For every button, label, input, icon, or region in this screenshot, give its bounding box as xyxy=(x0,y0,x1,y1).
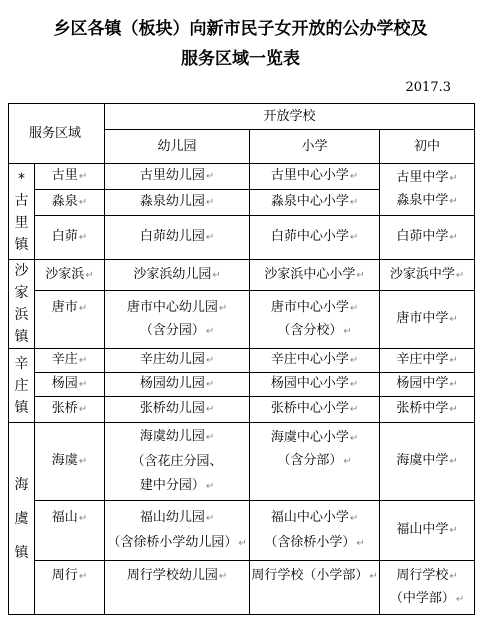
pri-guli: 古里中心小学↵ xyxy=(250,164,380,190)
area-shajiabang: 沙家浜↵ xyxy=(35,260,105,291)
jr-shajiabang: 沙家浜中学↵ xyxy=(380,260,475,291)
pri-yangyuan: 杨园中心小学↵ xyxy=(250,373,380,397)
document-title-line1: 乡区各镇（板块）向新市民子女开放的公办学校及 xyxy=(53,19,428,39)
pri-fushan: 福山中心小学↵ （含徐桥小学）↵ xyxy=(250,501,380,561)
area-tangshi: 唐市↵ xyxy=(35,291,105,349)
jr-guli: 古里中学↵ 淼泉中学↵ xyxy=(380,164,475,216)
area-baimao: 白茆↵ xyxy=(35,216,105,260)
jr-fushan: 福山中学↵ xyxy=(380,501,475,561)
jr-yangyuan: 杨园中学↵ xyxy=(380,373,475,397)
kg-guli: 古里幼儿园↵ xyxy=(105,164,250,190)
area-xinzhuang: 辛庄↵ xyxy=(35,349,105,373)
kg-baimao: 白茆幼儿园↵ xyxy=(105,216,250,260)
kg-haiyu: 海虞幼儿园↵ （含花庄分园、 建中分园）↵ xyxy=(105,423,250,501)
header-junior: 初中 xyxy=(380,130,475,164)
area-haiyu: 海虞↵ xyxy=(35,423,105,501)
area-miaoquan: 淼泉↵ xyxy=(35,190,105,216)
kg-miaoquan: 淼泉幼儿园↵ xyxy=(105,190,250,216)
jr-baimao: 白茆中学↵ xyxy=(380,216,475,260)
jr-haiyu: 海虞中学↵ xyxy=(380,423,475,501)
document-title-line2: 服务区域一览表 xyxy=(181,49,300,69)
jr-tangshi: 唐市中学↵ xyxy=(380,291,475,349)
kg-xinzhuang: 辛庄幼儿园↵ xyxy=(105,349,250,373)
kg-zhangqiao: 张桥幼儿园↵ xyxy=(105,397,250,423)
header-kindergarten: 幼儿园 xyxy=(105,130,250,164)
area-guli: 古里↵ xyxy=(35,164,105,190)
pri-baimao: 白茆中心小学↵ xyxy=(250,216,380,260)
kg-zhouxing: 周行学校幼儿园↵ xyxy=(105,561,250,615)
area-fushan: 福山↵ xyxy=(35,501,105,561)
pri-miaoquan: 淼泉中心小学↵ xyxy=(250,190,380,216)
pri-zhouxing: 周行学校（小学部）↵ xyxy=(250,561,380,615)
pri-xinzhuang: 辛庄中心小学↵ xyxy=(250,349,380,373)
kg-shajiabang: 沙家浜幼儿园↵ xyxy=(105,260,250,291)
pri-zhangqiao: 张桥中心小学↵ xyxy=(250,397,380,423)
header-open-schools: 开放学校 xyxy=(105,104,475,130)
pri-tangshi: 唐市中心小学↵ （含分校）↵ xyxy=(250,291,380,349)
kg-tangshi: 唐市中心幼儿园↵ （含分园）↵ xyxy=(105,291,250,349)
pri-shajiabang: 沙家浜中心小学↵ xyxy=(250,260,380,291)
jr-zhangqiao: 张桥中学↵ xyxy=(380,397,475,423)
town-char: * xyxy=(18,170,25,187)
document-date xyxy=(406,80,452,95)
town-haiyu: 海 虞 镇 xyxy=(9,423,35,615)
kg-yangyuan: 杨园幼儿园↵ xyxy=(105,373,250,397)
town-guli xyxy=(9,164,35,260)
jr-zhouxing: 周行学校↵ （中学部）↵ xyxy=(380,561,475,615)
area-zhangqiao: 张桥↵ xyxy=(35,397,105,423)
header-primary: 小学 xyxy=(250,130,380,164)
header-service-area: 服务区域 xyxy=(9,104,105,164)
area-yangyuan: 杨园↵ xyxy=(35,373,105,397)
town-char: 镇 xyxy=(14,236,29,253)
school-table xyxy=(8,103,475,615)
pri-haiyu: 海虞中心小学↵ （含分部）↵ xyxy=(250,423,380,501)
town-shajiabang: 沙 家 浜 镇 xyxy=(9,260,35,349)
town-xinzhuang: 辛 庄 镇 xyxy=(9,349,35,423)
kg-fushan: 福山幼儿园↵ （含徐桥小学幼儿园）↵ xyxy=(105,501,250,561)
date-text: 2017.3 xyxy=(405,80,451,95)
town-char: 里 xyxy=(14,214,29,231)
town-char: 古 xyxy=(14,192,29,209)
area-zhouxing: 周行↵ xyxy=(35,561,105,615)
jr-xinzhuang: 辛庄中学↵ xyxy=(380,349,475,373)
